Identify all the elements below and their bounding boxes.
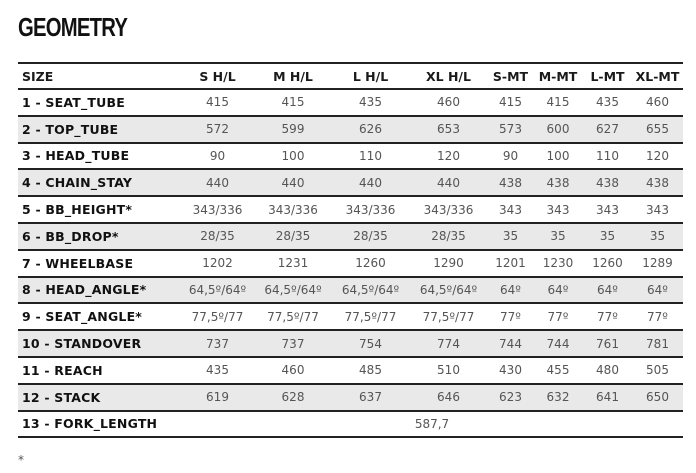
table-cell: 28/35 xyxy=(254,223,332,250)
table-cell: 1201 xyxy=(488,250,533,277)
table-cell: 781 xyxy=(632,330,683,357)
table-cell: 35 xyxy=(583,223,632,250)
column-header: L H/L xyxy=(332,63,409,89)
table-cell: 343/336 xyxy=(409,196,488,223)
table-cell: 655 xyxy=(632,116,683,143)
table-cell: 77º xyxy=(583,303,632,330)
table-cell: 100 xyxy=(533,143,583,170)
page-title: GEOMETRY xyxy=(18,12,128,42)
table-row xyxy=(18,143,683,170)
table-cell: 64º xyxy=(533,277,583,304)
table-cell: 64,5º/64º xyxy=(254,277,332,304)
row-label: 12 - STACK xyxy=(18,384,181,411)
table-cell: 415 xyxy=(254,89,332,116)
table-row xyxy=(18,303,683,330)
table-cell: 438 xyxy=(583,169,632,196)
row-label: 4 - CHAIN_STAY xyxy=(18,169,181,196)
table-cell: 1230 xyxy=(533,250,583,277)
table-cell: 1290 xyxy=(409,250,488,277)
footnote: * xyxy=(18,453,24,467)
table-cell: 485 xyxy=(332,357,409,384)
table-cell: 415 xyxy=(488,89,533,116)
table-cell: 599 xyxy=(254,116,332,143)
row-label: 6 - BB_DROP* xyxy=(18,223,181,250)
table-cell: 619 xyxy=(181,384,254,411)
table-cell: 35 xyxy=(533,223,583,250)
table-cell: 761 xyxy=(583,330,632,357)
table-cell: 505 xyxy=(632,357,683,384)
column-header: SIZE xyxy=(18,63,181,89)
table-cell: 343/336 xyxy=(254,196,332,223)
table-cell: 64,5º/64º xyxy=(409,277,488,304)
table-cell: 64,5º/64º xyxy=(181,277,254,304)
table-cell: 435 xyxy=(181,357,254,384)
row-label: 2 - TOP_TUBE xyxy=(18,116,181,143)
table-cell: 90 xyxy=(488,143,533,170)
table-row xyxy=(18,357,683,384)
table-cell: 120 xyxy=(409,143,488,170)
table-row xyxy=(18,169,683,196)
table-cell: 480 xyxy=(583,357,632,384)
table-cell: 744 xyxy=(533,330,583,357)
table-cell: 100 xyxy=(254,143,332,170)
table-cell: 1231 xyxy=(254,250,332,277)
table-row xyxy=(18,89,683,116)
table-cell: 744 xyxy=(488,330,533,357)
table-cell: 623 xyxy=(488,384,533,411)
table-header-row xyxy=(18,63,683,89)
table-cell: 28/35 xyxy=(332,223,409,250)
table-cell: 343/336 xyxy=(181,196,254,223)
table-row xyxy=(18,330,683,357)
table-cell: 455 xyxy=(533,357,583,384)
table-row xyxy=(18,250,683,277)
table-cell: 35 xyxy=(488,223,533,250)
row-label: 11 - REACH xyxy=(18,357,181,384)
row-label: 7 - WHEELBASE xyxy=(18,250,181,277)
table-cell: 626 xyxy=(332,116,409,143)
table-cell: 120 xyxy=(632,143,683,170)
table-cell: 440 xyxy=(181,169,254,196)
table-cell: 632 xyxy=(533,384,583,411)
table-cell: 460 xyxy=(632,89,683,116)
table-cell: 415 xyxy=(533,89,583,116)
column-header: M H/L xyxy=(254,63,332,89)
table-cell: 628 xyxy=(254,384,332,411)
table-cell: 435 xyxy=(583,89,632,116)
row-label: 13 - FORK_LENGTH xyxy=(18,411,181,438)
table-cell: 1260 xyxy=(332,250,409,277)
table-cell: 110 xyxy=(332,143,409,170)
table-cell: 90 xyxy=(181,143,254,170)
column-header: XL H/L xyxy=(409,63,488,89)
table-cell: 650 xyxy=(632,384,683,411)
table-row-fork-length xyxy=(18,411,683,438)
table-cell: 435 xyxy=(332,89,409,116)
table-cell: 343 xyxy=(533,196,583,223)
table-cell: 440 xyxy=(254,169,332,196)
table-row xyxy=(18,277,683,304)
table-cell: 110 xyxy=(583,143,632,170)
row-label: 1 - SEAT_TUBE xyxy=(18,89,181,116)
table-cell: 754 xyxy=(332,330,409,357)
row-label: 3 - HEAD_TUBE xyxy=(18,143,181,170)
row-label: 9 - SEAT_ANGLE* xyxy=(18,303,181,330)
column-header: M-MT xyxy=(533,63,583,89)
column-header: L-MT xyxy=(583,63,632,89)
column-header: S-MT xyxy=(488,63,533,89)
row-label: 5 - BB_HEIGHT* xyxy=(18,196,181,223)
table-cell: 737 xyxy=(254,330,332,357)
table-cell: 77,5º/77 xyxy=(254,303,332,330)
table-cell: 28/35 xyxy=(181,223,254,250)
table-cell: 641 xyxy=(583,384,632,411)
table-cell: 510 xyxy=(409,357,488,384)
table-cell: 77º xyxy=(488,303,533,330)
geometry-table xyxy=(18,62,683,438)
table-cell: 440 xyxy=(409,169,488,196)
table-cell: 646 xyxy=(409,384,488,411)
table-cell: 35 xyxy=(632,223,683,250)
table-cell: 64º xyxy=(583,277,632,304)
table-cell: 343 xyxy=(488,196,533,223)
table-cell: 77,5º/77 xyxy=(409,303,488,330)
table-cell: 438 xyxy=(488,169,533,196)
table-cell: 415 xyxy=(181,89,254,116)
table-cell: 77º xyxy=(632,303,683,330)
table-cell: 1260 xyxy=(583,250,632,277)
row-label: 10 - STANDOVER xyxy=(18,330,181,357)
table-cell: 343 xyxy=(583,196,632,223)
table-cell: 653 xyxy=(409,116,488,143)
table-row xyxy=(18,384,683,411)
table-cell: 573 xyxy=(488,116,533,143)
table-cell: 64º xyxy=(488,277,533,304)
table-row xyxy=(18,116,683,143)
table-cell: 1202 xyxy=(181,250,254,277)
table-cell: 438 xyxy=(632,169,683,196)
table-row xyxy=(18,223,683,250)
table-cell: 627 xyxy=(583,116,632,143)
table-cell: 64,5º/64º xyxy=(332,277,409,304)
table-cell: 440 xyxy=(332,169,409,196)
table-cell: 637 xyxy=(332,384,409,411)
table-cell: 737 xyxy=(181,330,254,357)
table-cell: 77,5º/77 xyxy=(332,303,409,330)
table-cell: 1289 xyxy=(632,250,683,277)
table-cell: 460 xyxy=(254,357,332,384)
table-cell: 430 xyxy=(488,357,533,384)
table-cell: 774 xyxy=(409,330,488,357)
table-cell: 64º xyxy=(632,277,683,304)
table-cell: 343/336 xyxy=(332,196,409,223)
table-cell: 600 xyxy=(533,116,583,143)
column-header: XL-MT xyxy=(632,63,683,89)
table-cell: 77º xyxy=(533,303,583,330)
row-label: 8 - HEAD_ANGLE* xyxy=(18,277,181,304)
fork-length-value: 587,7 xyxy=(181,411,683,438)
table-cell: 438 xyxy=(533,169,583,196)
table-cell: 572 xyxy=(181,116,254,143)
table-cell: 460 xyxy=(409,89,488,116)
table-cell: 28/35 xyxy=(409,223,488,250)
column-header: S H/L xyxy=(181,63,254,89)
table-row xyxy=(18,196,683,223)
table-cell: 343 xyxy=(632,196,683,223)
table-cell: 77,5º/77 xyxy=(181,303,254,330)
